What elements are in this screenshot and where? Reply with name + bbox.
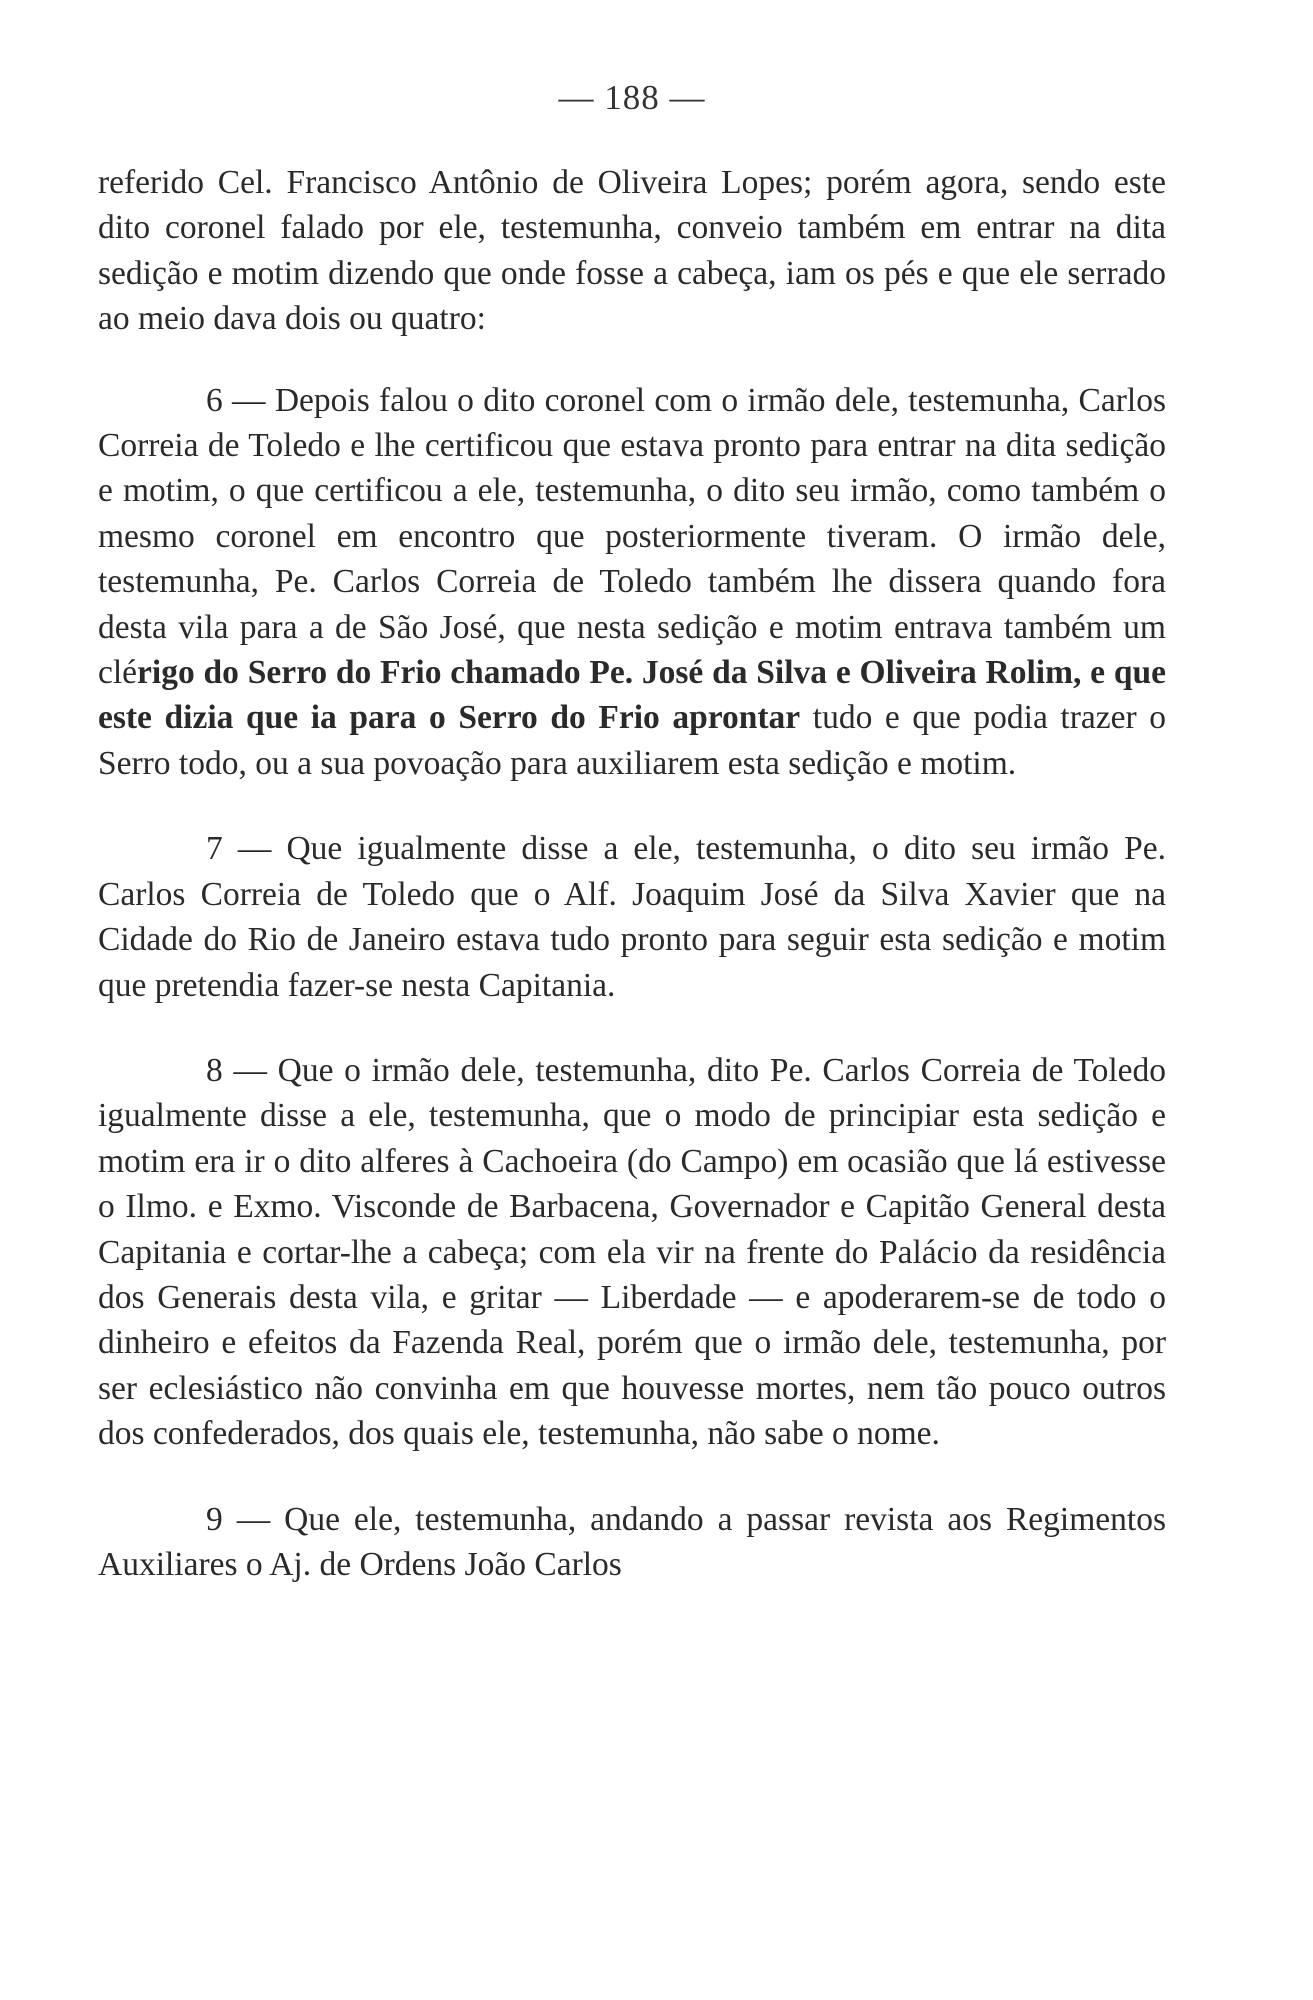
paragraph-item-6	[98, 378, 1166, 787]
paragraph-item-7: 7 — Que igualmente disse a ele, testemunha, o dito seu irmão Pe. Carlos Correia de Toledo que o Alf. Joaquim José da Silva Xavier que na Cidade do Rio de Janeiro estava tudo pronto para seguir esta sedição e motim que pretendia fazer-se nesta Capitania.	[98, 830, 1166, 1004]
paragraph-item-8: 8 — Que o irmão dele, testemunha, dito Pe. Carlos Correia de Toledo igualmente disse a ele, testemunha, que o modo de principiar esta sedição e motim era ir o dito alferes à Cachoeira (do Campo) em ocasião que lá estivesse o Ilmo. e Exmo. Visconde de Barbacena, Governador e Capitão General desta Capitania e cortar-lhe a cabeça; com ela vir na frente do Palácio da residência dos Generais desta vila, e gritar — Liberdade — e apoderarem-se de todo o dinheiro e efeitos da Fazenda Real, porém que o irmão dele, testemunha, por ser eclesiástico não convinha em que houvesse mortes, nem tão pouco outros dos confederados, dos quais ele, testemunha, não sabe o nome.	[98, 1051, 1166, 1453]
page-number: — 188 —	[558, 78, 706, 117]
paragraph-continuation: referido Cel. Francisco Antônio de Oliveira Lopes; porém agora, sendo este dito coronel falado por ele, testemunha, conveio também em entrar na dita sedição e motim dizendo que onde fosse a cabeça, iam os pés e que ele serrado ao meio dava dois ou quatro:	[98, 164, 1166, 338]
item-6-text-c: tudo e que podia trazer o Serro todo, ou a sua povoação para auxiliarem esta sedição e motim.	[98, 699, 1166, 782]
item-6-text-a: 6 — Depois falou o dito coronel com o irmão dele, testemunha, Carlos Correia de Toledo e lhe certificou que estava pronto para entrar na dita sedição e motim, o que certificou a ele, testemunha, o dito seu irmão, como também o mesmo coronel em encontro que posteriormente tiveram. O irmão dele, testemunha, Pe. Carlos Correia de Toledo também lhe dissera quando fora desta vila para a de São José, que nesta sedição e motim entrava também um clé	[98, 381, 1166, 692]
item-6-text-bold: rigo do Serro do Frio chamado Pe. José da Silva e Oliveira Rolim, e que este dizia que ia para o Serro do Frio aprontar	[98, 654, 1166, 737]
document-page	[98, 78, 1166, 1587]
paragraph-item-9: 9 — Que ele, testemunha, andando a passar revista aos Regimentos Auxiliares o Aj. de Ordens João Carlos	[98, 1500, 1166, 1583]
